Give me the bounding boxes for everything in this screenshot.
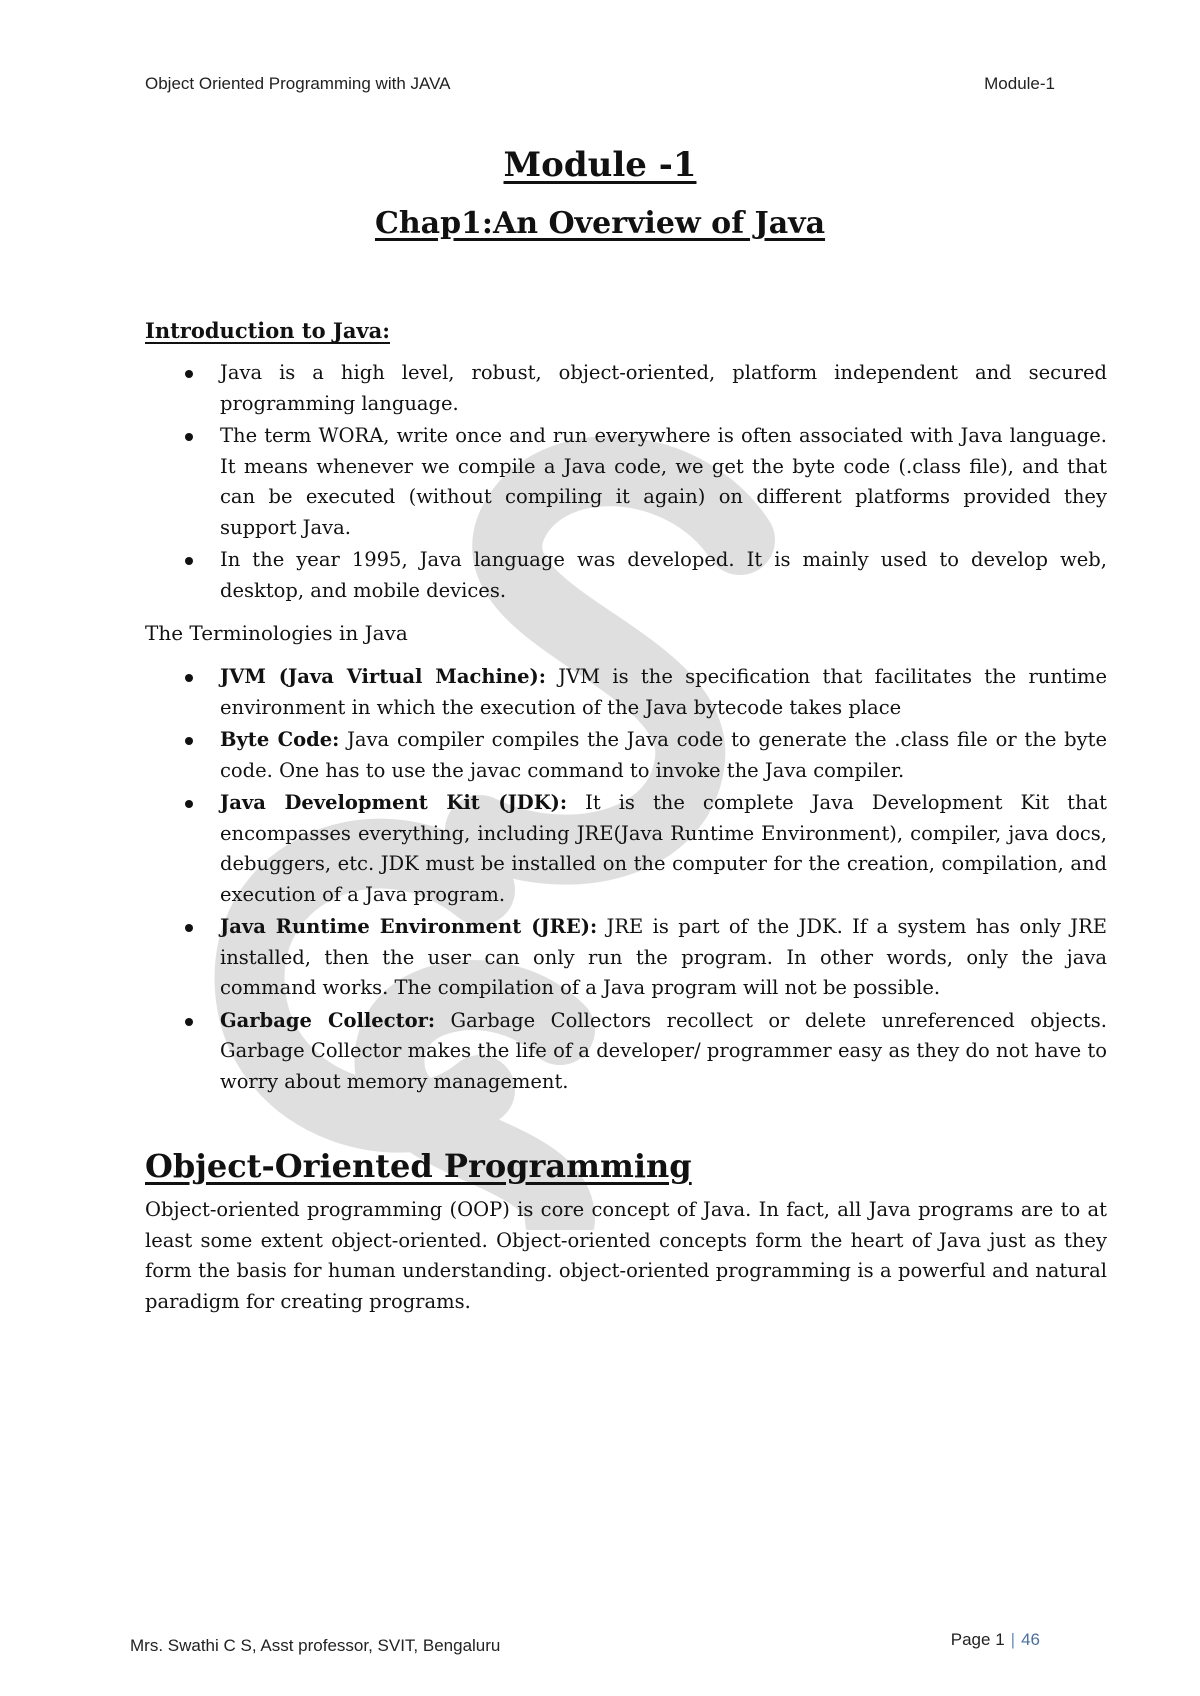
term-label: Garbage Collector: <box>220 1008 436 1032</box>
chapter-title: Chap1:An Overview of Java <box>374 206 826 241</box>
list-item <box>185 358 1107 419</box>
list-item <box>185 662 1107 723</box>
term-text: JVM is the specification that facilitates the runtime environment in which the execution of the Java bytecode takes place <box>220 665 1107 719</box>
oop-heading: Object-Oriented Programming <box>145 1147 692 1185</box>
bullet-text: In the year 1995, Java language was developed. It is mainly used to develop web, desktop, and mobile devices. <box>220 548 1107 602</box>
header-course-title: Object Oriented Programming with JAVA <box>145 74 451 93</box>
bullet-icon <box>185 557 193 565</box>
header-module-label: Module-1 <box>984 74 1055 93</box>
term-text: It is the complete Java Development Kit that encompasses everything, including JRE(Java Runtime Environment), compiler, java docs, debuggers, etc. JDK must be installed on the computer for the creation, compilation, and execution of a Java program. <box>220 791 1108 906</box>
page-header <box>145 74 1055 94</box>
page-number <box>951 1630 1040 1650</box>
intro-heading: Introduction to Java: <box>145 318 390 343</box>
footer-author: Mrs. Swathi C S, Asst professor, SVIT, Bengaluru <box>130 1636 501 1655</box>
page-label: Page 1 <box>950 1630 1005 1649</box>
term-text: Java compiler compiles the Java code to generate the .class file or the byte code. One has to use the javac command to invoke the Java compiler. <box>220 728 1107 782</box>
title-block <box>0 142 1200 244</box>
list-item <box>185 912 1107 1004</box>
list-item <box>185 788 1107 910</box>
list-item <box>185 725 1107 786</box>
terminologies-heading: The Terminologies in Java <box>145 621 408 645</box>
term-label: Java Runtime Environment (JRE): <box>220 915 598 938</box>
oop-paragraph: Object-oriented programming (OOP) is core concept of Java. In fact, all Java programs are to at least some extent object-oriented. Object-oriented concepts form the heart of Java just as they form the basis for human understanding. object-oriented programming is a powerful and natural paradigm for creating programs. <box>145 1198 1107 1313</box>
bullet-icon <box>185 370 193 378</box>
intro-bullet-list <box>185 358 1107 606</box>
list-item <box>185 545 1107 606</box>
module-title: Module -1 <box>503 145 697 185</box>
total-pages: 46 <box>1021 1630 1040 1649</box>
list-item <box>185 421 1107 543</box>
page-separator: | <box>1010 1630 1016 1649</box>
term-text: Garbage Collectors recollect or delete unreferenced objects. Garbage Collector makes the life of a developer/ programmer easy as they do not have to worry about memory management. <box>220 1008 1107 1093</box>
term-label: Byte Code: <box>220 728 340 751</box>
bullet-icon <box>185 433 193 441</box>
term-label: JVM (Java Virtual Machine): <box>220 665 546 688</box>
bullet-icon <box>185 1018 193 1026</box>
list-item <box>185 1006 1107 1098</box>
bullet-text: Java is a high level, robust, object-oriented, platform independent and secured programming language. <box>220 361 1107 415</box>
bullet-text: The term WORA, write once and run everywhere is often associated with Java language. It means whenever we compile a Java code, we get the byte code (.class file), and that can be executed (without compiling it again) on different platforms provided they support Java. <box>220 424 1107 539</box>
bullet-icon <box>185 674 193 682</box>
bullet-icon <box>185 737 193 745</box>
main-content <box>145 316 1107 1317</box>
bullet-icon <box>185 924 193 932</box>
term-text: JRE is part of the JDK. If a system has only JRE installed, then the user can only run the program. In other words, only the java command works. The compilation of a Java program will not be possible. <box>220 915 1108 999</box>
bullet-icon <box>185 800 193 808</box>
term-label: Java Development Kit (JDK): <box>220 791 568 814</box>
terminologies-list <box>185 662 1107 1097</box>
